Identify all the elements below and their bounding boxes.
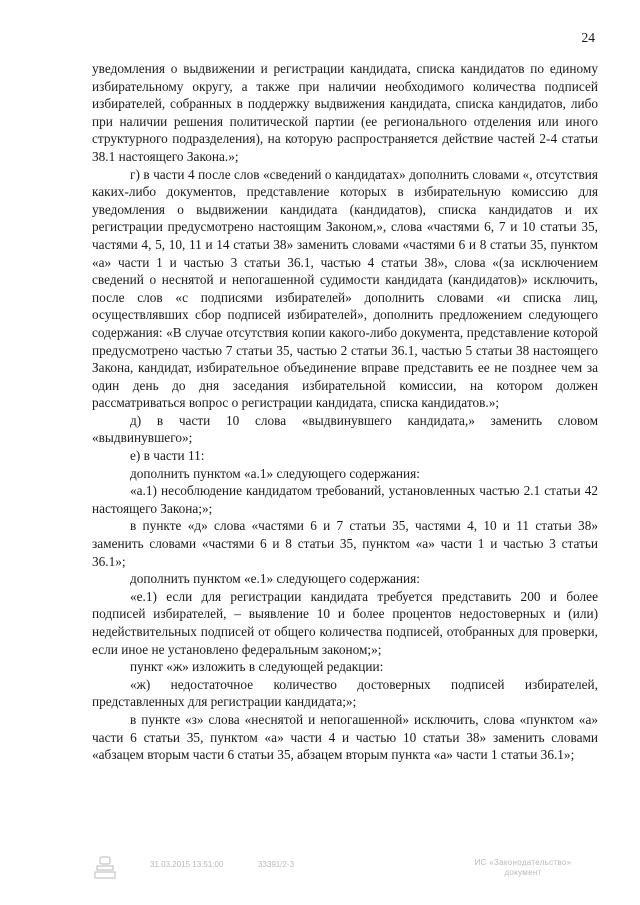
paragraph: уведомления о выдвижении и регистрации кандидата, списка кандидатов по единому избирательному округу, а также при наличии необходимого количества подписей избирателей, собранных в поддержку выдвижения кандидата, списка кандидатов, либо при наличии решения политической партии (ее регионального отделения или иного структурного подразделения), на которую распространяется действие частей 2-4 статьи 38.1 настоящего Закона.»; (92, 61, 598, 164)
paragraph: дополнить пунктом «е.1» следующего содержания: (130, 571, 420, 587)
footer-date: 31.03.2015 13:51:00 (150, 860, 224, 869)
paragraph: д) в части 10 слова «выдвинувшего кандидата,» заменить словом «выдвинувшего»; (92, 412, 598, 446)
paragraph: «ж) недостаточное количество достоверных подписей избирателей, представленных для регистрации кандидата;»; (92, 676, 598, 710)
document-stamp-icon (94, 856, 116, 880)
page-number: 24 (581, 30, 595, 45)
paragraph: е) в части 11: (130, 448, 205, 464)
paragraph: «е.1) если для регистрации кандидата требуется представить 200 и более подписей избирателей, – выявление 10 и более процентов недостоверных и (или) недействительных подписей от общего количества подписей, отобранных для проверки, если иное не установлено федеральным законом;»; (92, 588, 598, 657)
document-body (92, 60, 598, 764)
footer-org-line1: ИС «Законодательство» (474, 858, 572, 867)
paragraph: дополнить пунктом «а.1» следующего содержания: (130, 465, 420, 481)
paragraph: в пункте «д» слова «частями 6 и 7 статьи 35, частями 4, 10 и 11 статьи 38» заменить словами «частями 6 и 8 статьи 35, пунктом «а» части 1 и частью 3 статьи 36.1»; (92, 518, 598, 569)
footer-org-line2: документ (504, 868, 542, 877)
footer-org (438, 858, 608, 878)
document-footer (0, 856, 640, 886)
paragraph: г) в части 4 после слов «сведений о кандидатах» дополнить словами «, отсутствия каких-либо документов, представление которых в избирательную комиссию для уведомления о выдвижении кандидата (кандидатов), списка кандидатов и их регистрации предусмотрено настоящим Законом,», слова «частями 6, 7 и 10 статьи 35, частями 4, 5, 10, 11 и 14 статьи 38» заменить словами «частями 6 и 8 статьи 35, пунктом «а» части 1 и частью 3 статьи 36.1, частью 4 статьи 38», слова «(за исключением сведений о неснятой и непогашенной судимости кандидата (кандидатов)» исключить, после слов «с подписями избирателей» дополнить словами «и списка лиц, осуществлявших сбор подписей избирателей», дополнить предложением следующего содержания: «В случае отсутствия копии какого-либо документа, представление которой предусмотрено частью 7 статьи 35, частью 2 статьи 36.1, частью 5 статьи 38 настоящего Закона, кандидат, избирательное объединение вправе представить ее не позднее чем за один день до дня заседания избирательной комиссии, на котором должен рассматриваться вопрос о регистрации кандидата, списка кандидатов.»; (92, 166, 598, 411)
footer-code: 33391/2-3 (258, 860, 295, 869)
paragraph: «а.1) несоблюдение кандидатом требований, установленных частью 2.1 статьи 42 настоящего Закона;»; (92, 483, 598, 516)
paragraph: в пункте «з» слова «неснятой и непогашенной» исключить, слова «пунктом «а» части 6 статьи 35, пунктом «а» части 4 и частью 10 статьи 38» заменить словами «абзацем вторым части 6 статьи 35, абзацем вторым пункта «а» части 1 статьи 36.1»; (92, 711, 598, 763)
paragraph: пункт «ж» изложить в следующей редакции: (130, 659, 384, 675)
